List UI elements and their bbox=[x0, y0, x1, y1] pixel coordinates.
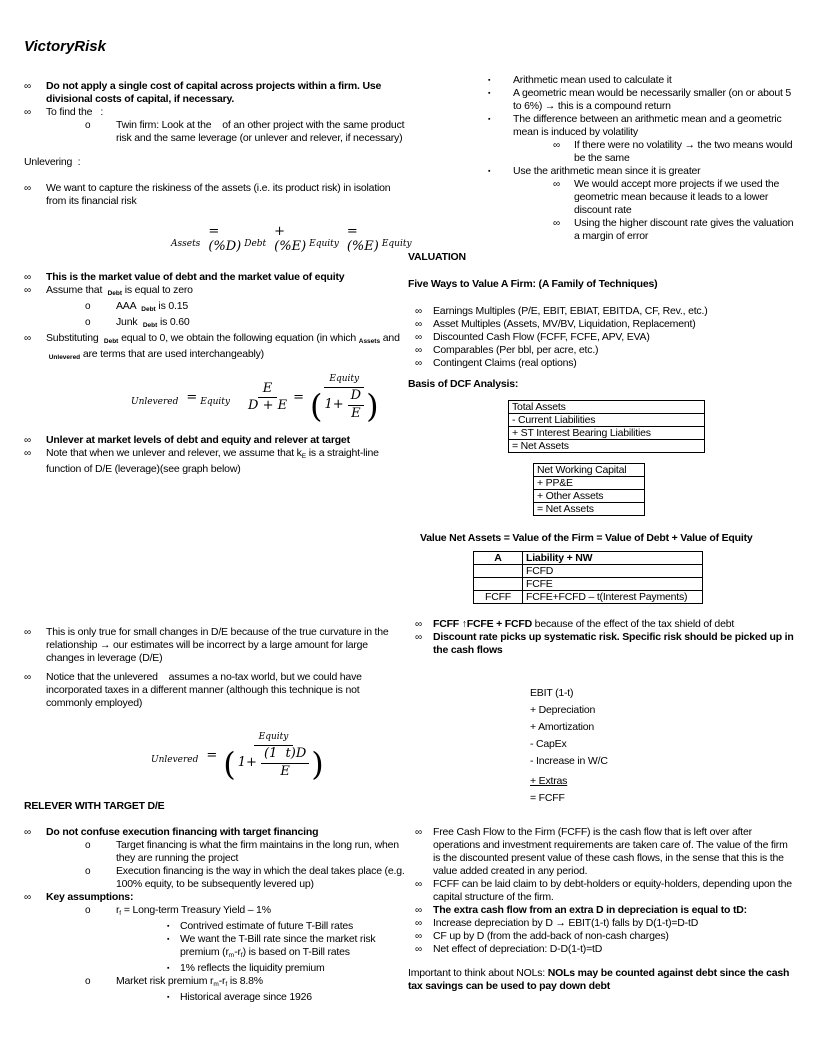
infinity-bullet: ∞ bbox=[24, 892, 31, 904]
text-segment: Twin firm: Look at the of an other project with the same product risk and the same leverage (or unlever and relever, if necessary) bbox=[116, 119, 405, 144]
text-segment: Debt bbox=[107, 289, 123, 297]
infinity-bullet: ∞ bbox=[24, 435, 31, 447]
text-segment: + Extras bbox=[530, 775, 568, 787]
bullet-item bbox=[408, 344, 796, 357]
bullet-item bbox=[24, 991, 408, 1004]
calc-line bbox=[408, 755, 796, 768]
text-segment: Earnings Multiples (P/E, EBIT, EBIAT, EBITDA, CF, Rev., etc.) bbox=[433, 305, 708, 317]
denominator bbox=[310, 386, 379, 425]
circle-bullet: o bbox=[85, 976, 91, 988]
bullet-item bbox=[24, 300, 408, 316]
circle-bullet: o bbox=[85, 840, 91, 852]
table-cell: = Net Assets bbox=[509, 440, 705, 453]
beta-unlevered-formula bbox=[24, 373, 408, 425]
left-column bbox=[24, 80, 412, 1004]
text-segment: -r bbox=[234, 946, 241, 959]
text-segment: Basis of DCF Analysis: bbox=[408, 378, 519, 390]
table-cell bbox=[474, 578, 523, 591]
bullet-item bbox=[24, 332, 408, 364]
page-title: VictoryRisk bbox=[24, 38, 106, 55]
numerator: Equity bbox=[324, 374, 364, 388]
text-segment: + Depreciation bbox=[530, 704, 596, 716]
bullet-item bbox=[408, 904, 796, 917]
text-segment: NOLs may be counted against debt since the cash tax savings can be used to pay down debt bbox=[408, 967, 790, 992]
text-segment: Contingent Claims (real options) bbox=[433, 357, 577, 369]
text-segment: EBIT (1-t) bbox=[530, 687, 574, 699]
bullet-item bbox=[408, 618, 796, 631]
bullet-item bbox=[408, 87, 796, 113]
infinity-bullet: ∞ bbox=[24, 332, 31, 344]
square-bullet: ▪ bbox=[488, 116, 491, 123]
denominator: E bbox=[351, 406, 361, 422]
bullet-item bbox=[408, 631, 796, 657]
text-segment: Execution financing is the way in which the deal takes place (e.g. 100% equity, to be subsequently levered up) bbox=[116, 865, 405, 891]
bullet-item bbox=[24, 933, 408, 962]
table bbox=[473, 551, 703, 604]
text-segment: CF up by D (from the add-back of non-cash charges) bbox=[433, 930, 669, 942]
infinity-bullet: ∞ bbox=[24, 271, 31, 283]
formula-text: + (%E) bbox=[274, 224, 307, 254]
right-paren: ) bbox=[311, 744, 324, 783]
text-segment: We would accept more projects if we used the geometric mean because it leads to a lower discount rate bbox=[574, 178, 780, 216]
table-cell bbox=[474, 565, 523, 578]
infinity-bullet: ∞ bbox=[415, 905, 422, 916]
infinity-bullet: ∞ bbox=[24, 107, 31, 118]
denominator: E bbox=[280, 764, 290, 780]
text-segment: m bbox=[213, 981, 219, 989]
text-segment: FCFF ↑FCFE + FCFD bbox=[433, 618, 532, 630]
text-segment: The difference between an arithmetic mean and a geometric mean is induced by volatility bbox=[513, 113, 782, 138]
table-cell: + ST Interest Bearing Liabilities bbox=[509, 427, 705, 440]
right-column bbox=[408, 74, 796, 993]
text-segment: Assets bbox=[358, 337, 381, 345]
table-row bbox=[534, 490, 645, 503]
text-segment: Market risk premium r bbox=[116, 975, 214, 988]
text-segment: RELEVER WITH TARGET D/E bbox=[24, 800, 165, 813]
bullet-item bbox=[24, 182, 408, 208]
formula-text: = bbox=[186, 389, 198, 405]
infinity-bullet: ∞ bbox=[553, 179, 560, 190]
infinity-bullet: ∞ bbox=[415, 944, 422, 955]
formula-subscript: Unlevered bbox=[151, 755, 199, 766]
text-segment: Debt bbox=[141, 305, 156, 313]
infinity-bullet: ∞ bbox=[415, 918, 422, 929]
circle-bullet: o bbox=[85, 905, 91, 917]
infinity-bullet: ∞ bbox=[415, 345, 422, 356]
square-bullet: ▪ bbox=[488, 168, 491, 175]
calc-line bbox=[408, 704, 796, 717]
text-segment: Five Ways to Value A Firm: (A Family of Techniques) bbox=[408, 278, 658, 290]
fraction bbox=[248, 382, 287, 415]
bullet-item bbox=[24, 80, 408, 106]
formula-text: = (%D) bbox=[208, 224, 242, 254]
text-segment: A geometric mean would be necessarily smaller (on or about 5 to 6%) → this is a compound return bbox=[513, 87, 792, 112]
text-segment: Net effect of depreciation: D-D(1-t)=tD bbox=[433, 943, 603, 955]
text-segment: and bbox=[46, 331, 400, 360]
infinity-bullet: ∞ bbox=[415, 632, 422, 643]
fraction bbox=[261, 747, 309, 780]
infinity-bullet: ∞ bbox=[24, 672, 31, 684]
numerator: (1 t)D bbox=[261, 747, 309, 764]
table bbox=[508, 400, 705, 453]
numerator: D bbox=[348, 389, 364, 406]
text-segment: = Long-term Treasury Yield – 1% bbox=[121, 904, 271, 917]
bullet-item bbox=[408, 878, 796, 904]
text-segment: f bbox=[240, 952, 243, 960]
text-segment: Unlevered bbox=[48, 353, 81, 361]
bullet-item bbox=[24, 271, 408, 284]
infinity-bullet: ∞ bbox=[24, 448, 31, 460]
formula-subscript: Equity bbox=[200, 396, 231, 407]
bullet-item bbox=[24, 839, 408, 865]
circle-bullet: o bbox=[85, 316, 91, 328]
right-paren: ) bbox=[366, 386, 379, 425]
text-segment: Unlevering : bbox=[24, 156, 81, 168]
text-segment: Value Net Assets = Value of the Firm = Value of Debt + Value of Equity bbox=[420, 532, 753, 544]
bullet-item bbox=[24, 447, 408, 476]
bullet-item bbox=[408, 139, 796, 165]
formula-subscript: Assets bbox=[171, 238, 201, 249]
formula-text: = bbox=[293, 389, 304, 405]
section-heading bbox=[408, 251, 796, 264]
infinity-bullet: ∞ bbox=[553, 140, 560, 151]
table-cell: A bbox=[474, 552, 523, 565]
formula-text: = bbox=[206, 747, 218, 763]
text-segment: is a straight-line function of D/E (leverage)(see graph below) bbox=[46, 447, 379, 476]
bullet-item bbox=[24, 962, 408, 975]
bullet-item bbox=[408, 165, 796, 178]
bullet-item bbox=[24, 434, 408, 447]
text-segment: Do not apply a single cost of capital across projects within a firm. Use divisional costs of capital, if necessary. bbox=[46, 80, 382, 105]
text-segment: Unlever at market levels of debt and equity and relever at target bbox=[46, 434, 350, 447]
text-segment: - CapEx bbox=[530, 738, 567, 750]
text-segment: Assume that bbox=[46, 283, 108, 296]
bullet-item bbox=[408, 331, 796, 344]
text-segment: equal to 0, we obtain the following equation (in which bbox=[118, 331, 359, 344]
text-segment: FCFF can be laid claim to by debt-holders or equity-holders, depending upon the capital structure of the firm. bbox=[433, 878, 792, 903]
text-segment: Comparables (Per bbl, per acre, etc.) bbox=[433, 344, 599, 356]
text-segment: Junk bbox=[116, 315, 143, 328]
infinity-bullet: ∞ bbox=[415, 827, 422, 838]
table-row bbox=[509, 414, 705, 427]
infinity-bullet: ∞ bbox=[553, 218, 560, 229]
circle-bullet: o bbox=[85, 866, 91, 878]
bullet-item bbox=[24, 119, 408, 145]
infinity-bullet: ∞ bbox=[415, 358, 422, 369]
square-bullet: ▪ bbox=[167, 965, 170, 973]
net-assets-table bbox=[508, 400, 796, 453]
table-cell: - Current Liabilities bbox=[509, 414, 705, 427]
working-capital-table bbox=[533, 463, 796, 516]
left-paren: ( bbox=[310, 386, 323, 425]
text-segment: is 0.15 bbox=[155, 299, 188, 312]
circle-bullet: o bbox=[85, 120, 91, 131]
calc-line bbox=[408, 775, 796, 788]
text-segment: Increase depreciation by D → EBIT(1-t) falls by D(1-t)=D-tD bbox=[433, 917, 699, 929]
section-heading bbox=[408, 378, 796, 391]
text-segment: Target financing is what the firm maintains in the long run, when they are running the project bbox=[116, 839, 399, 865]
denominator bbox=[223, 744, 324, 783]
section-heading bbox=[408, 278, 796, 291]
bullet-item bbox=[24, 920, 408, 933]
text-segment: Discount rate picks up systematic risk. Specific risk should be picked up in the cash flows bbox=[433, 631, 794, 656]
infinity-bullet: ∞ bbox=[24, 827, 31, 839]
formula-subscript: Debt bbox=[244, 238, 267, 249]
section-heading bbox=[24, 800, 408, 813]
infinity-bullet: ∞ bbox=[415, 306, 422, 317]
infinity-bullet: ∞ bbox=[415, 879, 422, 890]
graph-placeholder bbox=[24, 476, 408, 626]
formula-subscript: Equity bbox=[381, 238, 412, 249]
text-segment: -r bbox=[218, 975, 226, 988]
table-cell: FCFF bbox=[474, 591, 523, 604]
table-row bbox=[509, 427, 705, 440]
square-bullet: ▪ bbox=[488, 90, 491, 97]
text-segment: + Amortization bbox=[530, 721, 595, 733]
infinity-bullet: ∞ bbox=[415, 319, 422, 330]
text-segment: - Increase in W/C bbox=[530, 755, 608, 767]
bullet-item bbox=[24, 865, 408, 891]
bullet-item bbox=[24, 826, 408, 839]
table-cell: FCFD bbox=[523, 565, 703, 578]
table-row bbox=[534, 464, 645, 477]
formula-text: 1+ bbox=[237, 755, 257, 771]
denominator: D + E bbox=[248, 398, 288, 414]
numerator: Equity bbox=[254, 732, 294, 746]
fraction bbox=[310, 373, 379, 425]
bullet-item bbox=[408, 74, 796, 87]
table-cell: Total Assets bbox=[509, 401, 705, 414]
square-bullet: ▪ bbox=[167, 923, 170, 931]
table-cell: FCFE bbox=[523, 578, 703, 591]
text-segment: Notice that the unlevered assumes a no-tax world, but we could have incorporated taxes in a different manner (although this technique is not commonly employed) bbox=[46, 671, 362, 710]
text-segment: Using the higher discount rate gives the valuation a margin of error bbox=[574, 217, 794, 242]
text-segment: = FCFF bbox=[530, 792, 565, 804]
formula-text: 1+ bbox=[324, 397, 344, 413]
bullet-item bbox=[408, 318, 796, 331]
table-row bbox=[474, 578, 703, 591]
text-segment: We want the T-Bill rate since the market risk premium (r bbox=[180, 933, 376, 959]
table-row bbox=[509, 440, 705, 453]
formula-text: = (%E) bbox=[346, 224, 379, 254]
text-segment: Asset Multiples (Assets, MV/BV, Liquidation, Replacement) bbox=[433, 318, 696, 330]
text-segment: E bbox=[301, 453, 307, 461]
text-segment: Debt bbox=[103, 337, 119, 345]
bullet-item bbox=[408, 943, 796, 956]
text-segment: This is the market value of debt and the market value of equity bbox=[46, 270, 345, 283]
text-segment: r bbox=[116, 904, 120, 917]
text-segment: Arithmetic mean used to calculate it bbox=[513, 74, 672, 86]
bullet-item bbox=[408, 357, 796, 370]
infinity-bullet: ∞ bbox=[24, 81, 31, 92]
section-heading bbox=[408, 532, 796, 545]
bullet-item bbox=[24, 284, 408, 300]
bullet-item bbox=[408, 178, 796, 217]
fcf-claims-table bbox=[473, 551, 796, 604]
square-bullet: ▪ bbox=[167, 994, 170, 1002]
bullet-item bbox=[24, 671, 408, 710]
paragraph bbox=[24, 156, 408, 169]
bullet-item bbox=[408, 305, 796, 318]
circle-bullet: o bbox=[85, 300, 91, 312]
beta-unlevered-tax-formula bbox=[24, 732, 408, 783]
text-segment: Discounted Cash Flow (FCFF, FCFE, APV, EVA) bbox=[433, 331, 650, 343]
text-segment: Substituting bbox=[46, 331, 104, 344]
text-segment: Key assumptions: bbox=[46, 891, 134, 904]
square-bullet: ▪ bbox=[167, 936, 170, 944]
text-segment: is equal to zero bbox=[122, 283, 193, 296]
infinity-bullet: ∞ bbox=[24, 284, 31, 296]
bullet-item bbox=[408, 217, 796, 243]
text-segment: f bbox=[225, 981, 228, 989]
text-segment: 1% reflects the liquidity premium bbox=[180, 962, 325, 975]
text-segment: Use the arithmetic mean since it is greater bbox=[513, 165, 701, 177]
paragraph bbox=[408, 967, 796, 993]
text-segment: because of the effect of the tax shield of debt bbox=[531, 618, 735, 630]
text-segment: Historical average since 1926 bbox=[180, 991, 312, 1004]
calc-line bbox=[408, 792, 796, 805]
formula-subscript: Equity bbox=[309, 238, 339, 249]
square-bullet: ▪ bbox=[488, 77, 491, 84]
text-segment: AAA bbox=[116, 299, 142, 312]
table-cell: Liability + NW bbox=[523, 552, 703, 565]
text-segment: Note that when we unlever and relever, we assume that k bbox=[46, 447, 302, 460]
text-segment: Debt bbox=[142, 321, 158, 329]
text-segment: VALUATION bbox=[408, 251, 466, 263]
text-segment: is 0.60 bbox=[157, 315, 190, 328]
fraction bbox=[348, 389, 364, 422]
text-segment: This is only true for small changes in D/E because of the true curvature in the relationship → our estimates will be incorrect by a large amount for large changes in leverage (D/E) bbox=[46, 626, 389, 665]
fraction bbox=[223, 732, 324, 783]
table-row bbox=[474, 565, 703, 578]
infinity-bullet: ∞ bbox=[415, 619, 422, 630]
table bbox=[533, 463, 645, 516]
text-segment: To find the : bbox=[46, 106, 104, 118]
bullet-item bbox=[408, 113, 796, 139]
calc-line bbox=[408, 721, 796, 734]
table-row bbox=[534, 477, 645, 490]
text-segment: Do not confuse execution financing with target financing bbox=[46, 826, 319, 839]
table-row bbox=[474, 552, 703, 565]
infinity-bullet: ∞ bbox=[415, 931, 422, 942]
bullet-item bbox=[24, 891, 408, 904]
bullet-item bbox=[24, 316, 408, 332]
text-segment: f bbox=[119, 910, 122, 918]
calc-line bbox=[408, 738, 796, 751]
text-segment: are terms that are used interchangeably) bbox=[80, 347, 264, 360]
table-row bbox=[509, 401, 705, 414]
infinity-bullet: ∞ bbox=[24, 627, 31, 639]
text-segment: m bbox=[228, 952, 235, 960]
table-cell: + PP&E bbox=[534, 477, 645, 490]
table-cell: FCFE+FCFD – t(Interest Payments) bbox=[523, 591, 703, 604]
numerator: E bbox=[258, 382, 278, 399]
left-paren: ( bbox=[223, 744, 236, 783]
table-row bbox=[534, 503, 645, 516]
beta-assets-formula bbox=[24, 224, 412, 255]
bullet-item bbox=[408, 917, 796, 930]
bullet-item bbox=[408, 930, 796, 943]
bullet-item bbox=[24, 106, 408, 119]
formula-subscript: Unlevered bbox=[131, 396, 179, 407]
text-segment: We want to capture the riskiness of the assets (i.e. its product risk) in isolation from its financial risk bbox=[46, 182, 391, 207]
table-cell: + Other Assets bbox=[534, 490, 645, 503]
text-segment: If there were no volatility → the two means would be the same bbox=[574, 139, 793, 164]
bullet-item bbox=[24, 904, 408, 920]
infinity-bullet: ∞ bbox=[415, 332, 422, 343]
infinity-bullet: ∞ bbox=[24, 183, 31, 194]
bullet-item bbox=[24, 626, 408, 665]
text-segment: ) is based on T-Bill rates bbox=[242, 946, 350, 959]
bullet-item bbox=[24, 975, 408, 991]
text-segment: Contrived estimate of future T-Bill rates bbox=[180, 920, 354, 933]
table-cell: = Net Assets bbox=[534, 503, 645, 516]
text-segment: is 8.8% bbox=[227, 975, 263, 988]
calc-line bbox=[408, 687, 796, 700]
text-segment: Important to think about NOLs: bbox=[408, 967, 548, 979]
text-segment: Free Cash Flow to the Firm (FCFF) is the cash flow that is left over after operations and investment requirements are taken care of. The value of the firm is the discounted present value of these cash flows, in the sense that this is the value added created in any period. bbox=[433, 826, 788, 877]
bullet-item bbox=[408, 826, 796, 878]
text-segment: The extra cash flow from an extra D in depreciation is equal to tD: bbox=[433, 904, 747, 916]
table-row bbox=[474, 591, 703, 604]
table-cell: Net Working Capital bbox=[534, 464, 645, 477]
